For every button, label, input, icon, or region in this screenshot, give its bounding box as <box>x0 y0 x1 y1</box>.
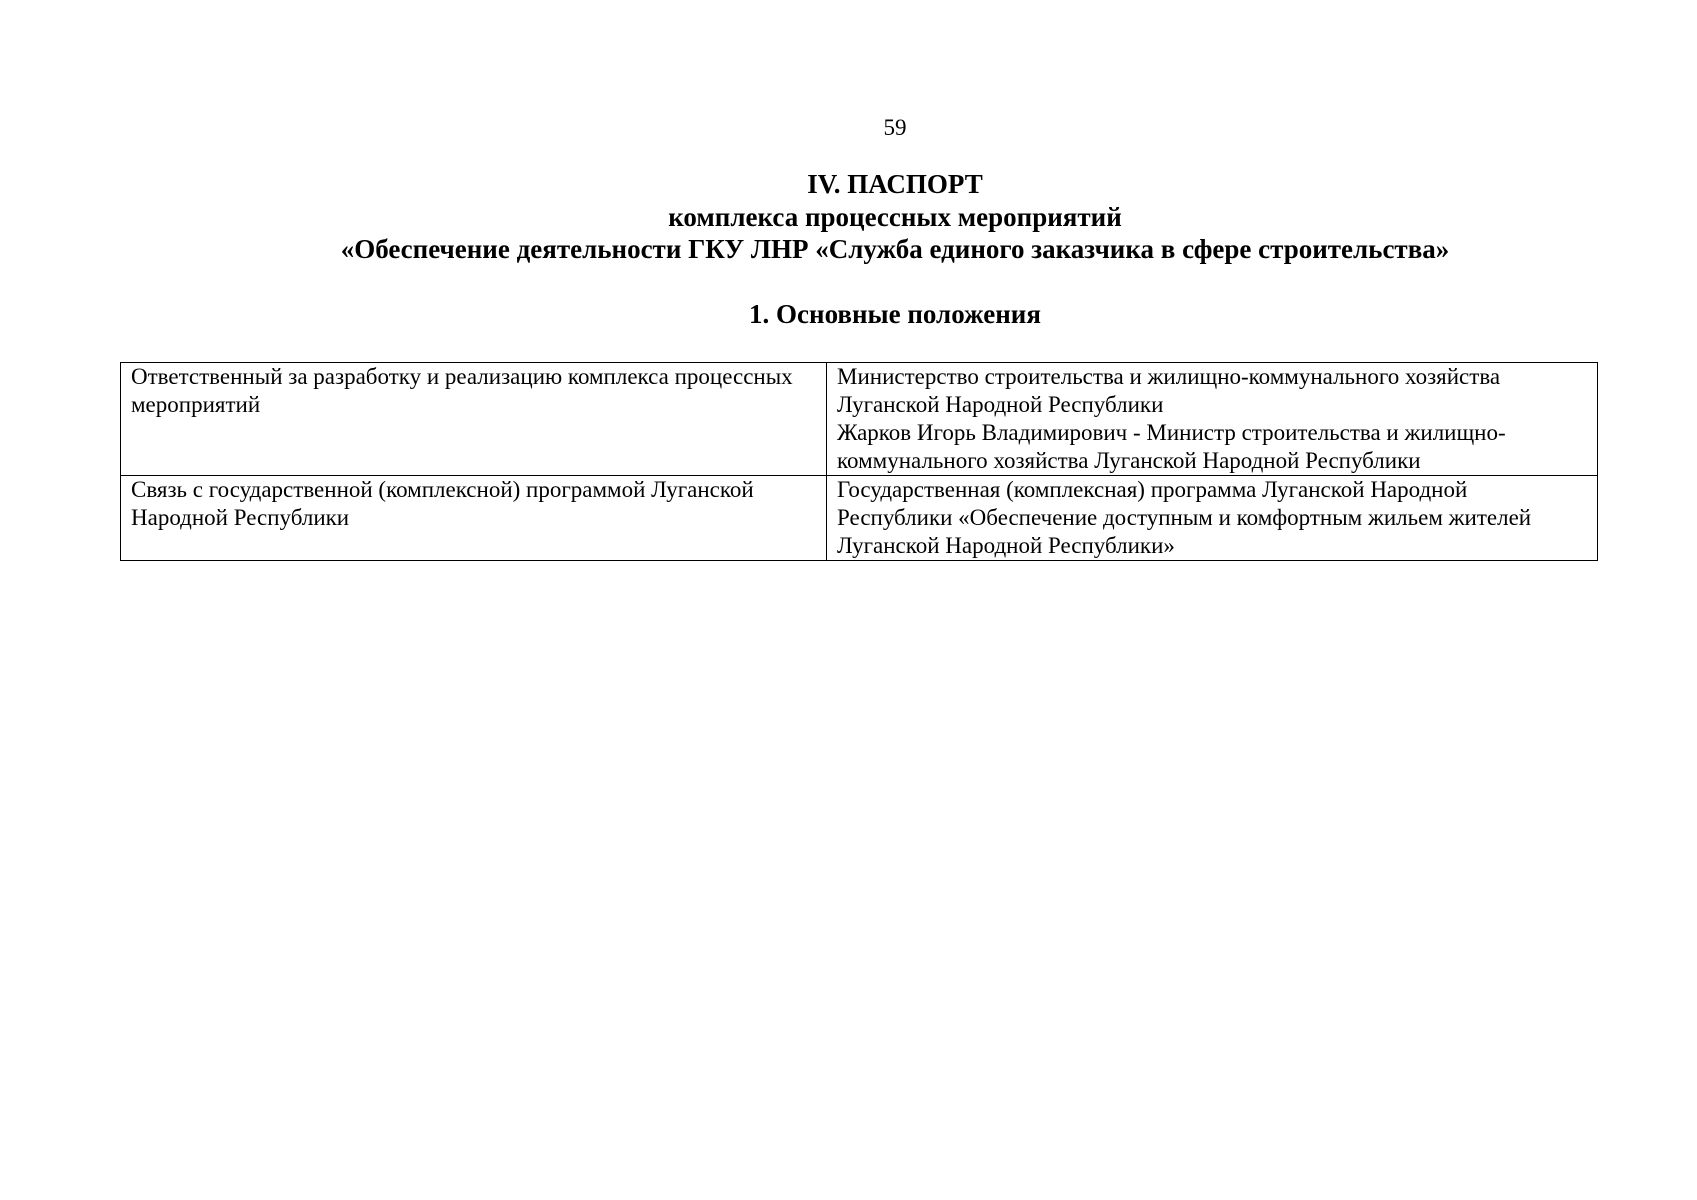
linked-program: Государственная (комплексная) программа Луганской Народной Республики «Обеспечение доступным и комфортным жильем жителей Луганской Народной Республики» <box>837 477 1532 558</box>
passport-title: «Обеспечение деятельности ГКУ ЛНР «Служба единого заказчика в сфере строительства» <box>340 234 1450 264</box>
row-label: Связь с государственной (комплексной) программой Луганской Народной Республики <box>131 477 754 530</box>
table-row <box>121 363 1598 476</box>
row-label-cell <box>121 363 827 476</box>
table-row <box>121 476 1598 561</box>
row-label-cell <box>121 476 827 561</box>
row-value-cell <box>827 476 1598 561</box>
responsible-person: Жарков Игорь Владимирович - Министр строительства и жилищно-коммунального хозяйства Луганской Народной Республики <box>837 420 1506 473</box>
main-provisions-table <box>120 362 1598 561</box>
row-value-cell <box>827 363 1598 476</box>
responsible-ministry: Министерство строительства и жилищно-коммунального хозяйства Луганской Народной Республики <box>837 364 1501 417</box>
passport-subtitle: комплекса процессных мероприятий <box>668 202 1122 232</box>
section-heading: 1. Основные положения <box>749 299 1041 329</box>
row-label: Ответственный за разработку и реализацию комплекса процессных мероприятий <box>131 364 793 417</box>
page-number: 59 <box>883 115 907 140</box>
passport-heading: IV. ПАСПОРТ <box>807 169 983 199</box>
